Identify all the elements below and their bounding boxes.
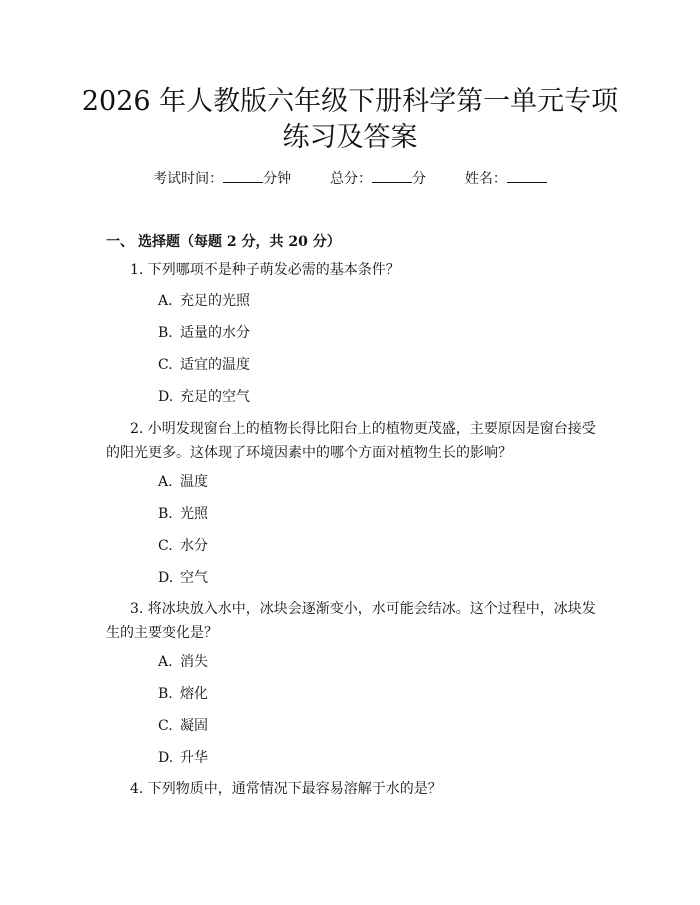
- q1-option-d[interactable]: [158, 387, 250, 407]
- q1-option-a[interactable]: [158, 291, 250, 311]
- score-unit: 分: [412, 171, 426, 187]
- q1-option-c[interactable]: [158, 355, 250, 375]
- option-letter: C.: [158, 538, 173, 554]
- option-letter: B.: [158, 325, 173, 341]
- section-title: 选择题（每题 2 分，共 20 分）: [138, 234, 341, 250]
- option-text: 消失: [180, 654, 208, 670]
- option-text: 凝固: [180, 718, 208, 734]
- option-text: 水分: [180, 538, 208, 554]
- q2-option-b[interactable]: [158, 504, 208, 524]
- exam-meta: [0, 168, 700, 188]
- q2-option-c[interactable]: [158, 536, 208, 556]
- q1-option-b[interactable]: [158, 323, 250, 343]
- option-letter: C.: [158, 718, 173, 734]
- q3-option-c[interactable]: [158, 716, 208, 736]
- time-unit: 分钟: [263, 171, 292, 187]
- question-1: 1. 下列哪项不是种子萌发必需的基本条件？: [130, 262, 400, 278]
- section-number: 一、: [106, 234, 134, 250]
- q3-option-a[interactable]: [158, 652, 208, 672]
- option-text: 升华: [180, 750, 208, 766]
- option-text: 充足的光照: [180, 293, 250, 309]
- score-label: 总分：: [330, 171, 372, 187]
- option-text: 充足的空气: [180, 389, 250, 405]
- option-letter: D.: [158, 389, 174, 405]
- section-heading: [106, 231, 341, 251]
- time-blank[interactable]: [223, 170, 263, 183]
- question-2: 2. 小明发现窗台上的植物长得比阳台上的植物更茂盛，主要原因是窗台接受的阳光更多。这体现了环境因素中的哪个方面对植物生长的影响？: [106, 421, 596, 461]
- option-letter: D.: [158, 750, 174, 766]
- q2-option-d[interactable]: [158, 568, 208, 588]
- option-text: 熔化: [180, 686, 208, 702]
- page-title-line-2: 练习及答案: [282, 122, 418, 153]
- option-text: 适量的水分: [180, 325, 250, 341]
- option-letter: B.: [158, 506, 173, 522]
- question-3: 3. 将冰块放入水中，冰块会逐渐变小，水可能会结冰。这个过程中，冰块发生的主要变化是？: [106, 601, 596, 641]
- q2-option-a[interactable]: [158, 472, 208, 492]
- option-letter: A.: [158, 293, 173, 309]
- q3-option-d[interactable]: [158, 748, 208, 768]
- option-letter: B.: [158, 686, 173, 702]
- question-4: 4. 下列物质中，通常情况下最容易溶解于水的是？: [130, 781, 442, 797]
- option-letter: A.: [158, 654, 173, 670]
- score-blank[interactable]: [372, 170, 412, 183]
- q3-option-b[interactable]: [158, 684, 208, 704]
- option-text: 光照: [180, 506, 208, 522]
- time-label: 考试时间：: [153, 171, 224, 187]
- name-label: 姓名：: [464, 171, 507, 187]
- option-letter: D.: [158, 570, 174, 586]
- name-blank[interactable]: [507, 170, 547, 183]
- option-text: 适宜的温度: [180, 357, 250, 373]
- option-text: 空气: [180, 570, 208, 586]
- option-letter: A.: [158, 474, 173, 490]
- page-title-line-1: 2026 年人教版六年级下册科学第一单元专项: [81, 86, 619, 117]
- option-text: 温度: [180, 474, 208, 490]
- option-letter: C.: [158, 357, 173, 373]
